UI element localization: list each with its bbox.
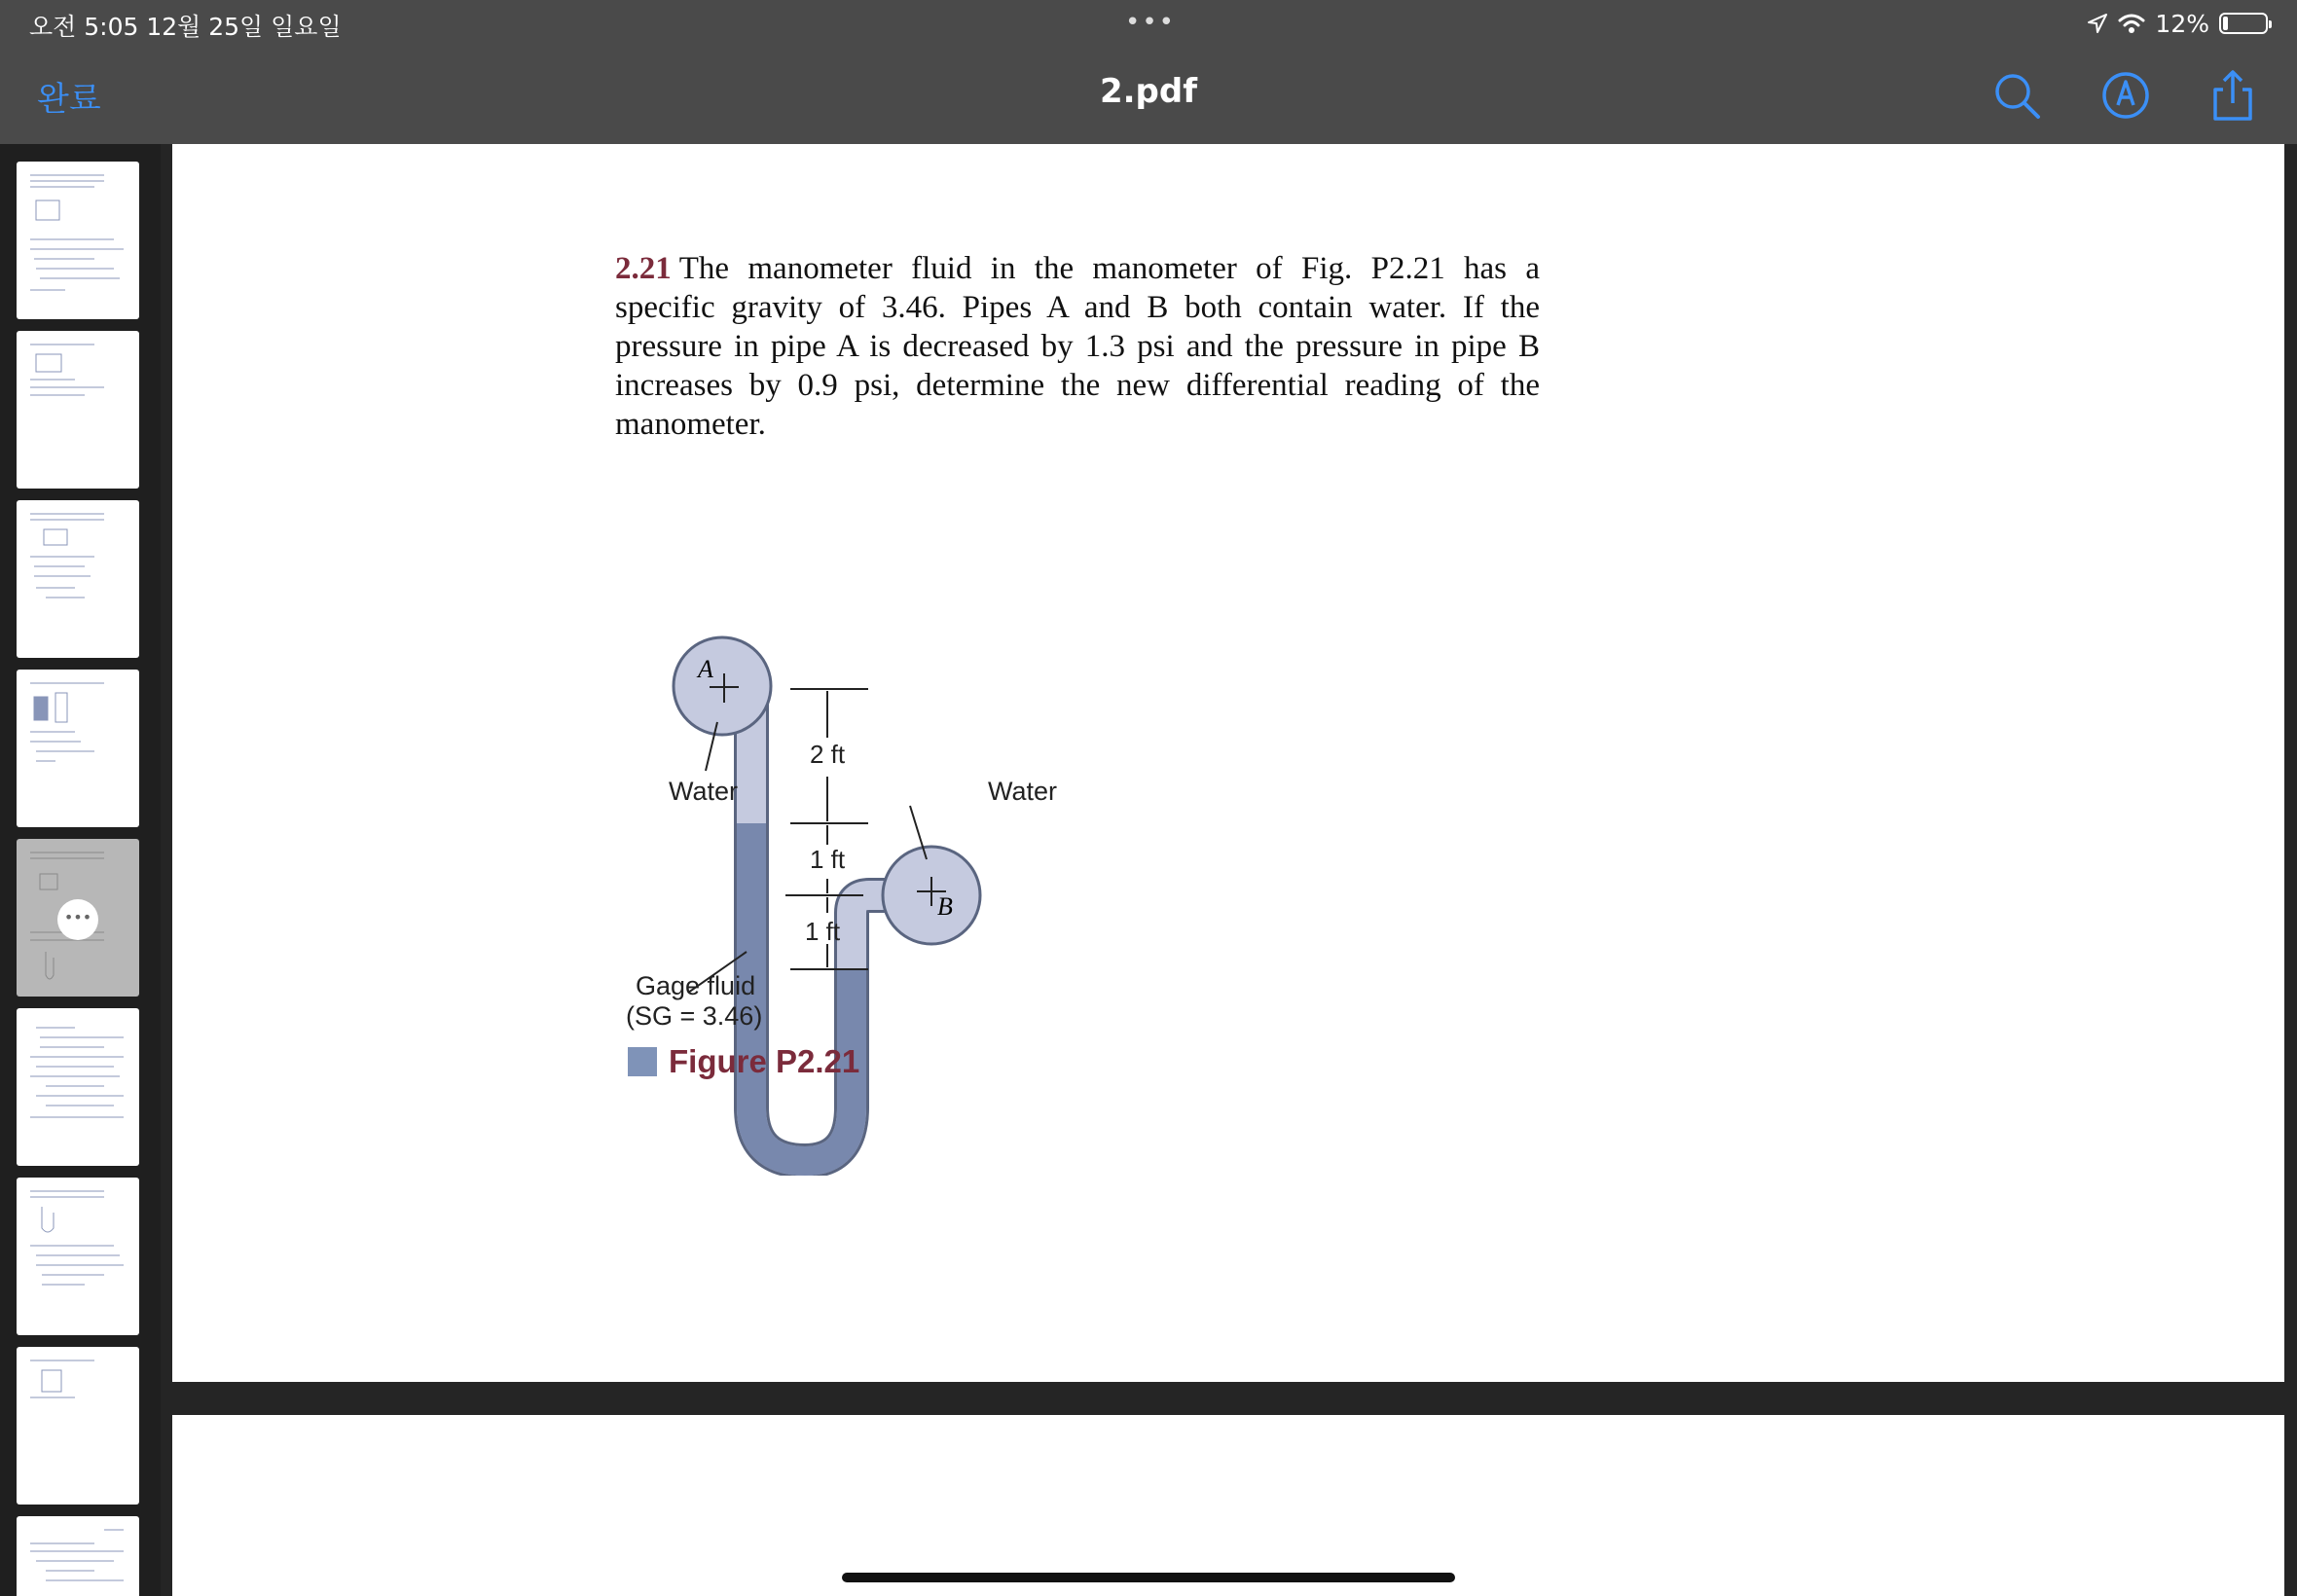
- status-time-date: 오전 5:05 12월 25일 일요일: [29, 13, 342, 41]
- location-icon: [2087, 13, 2108, 34]
- page-thumbnail[interactable]: [17, 1178, 139, 1335]
- gage-fluid-label: Gage fluid: [636, 971, 756, 1000]
- dim-label-2ft: 2 ft: [810, 740, 846, 769]
- thumbnail-preview: [17, 1516, 139, 1596]
- pdf-page: [172, 1415, 2284, 1596]
- share-icon[interactable]: [2206, 68, 2260, 123]
- dim-label-1ft-upper: 1 ft: [810, 845, 846, 874]
- thumbnail-preview: [17, 670, 139, 827]
- page-thumbnail[interactable]: [17, 500, 139, 658]
- page-thumbnail[interactable]: [17, 1516, 139, 1596]
- wifi-icon: [2118, 13, 2145, 34]
- thumbnail-preview: [17, 1008, 139, 1166]
- markup-icon[interactable]: [2098, 68, 2153, 123]
- document-title: 2.pdf: [1099, 72, 1198, 111]
- pdf-page: [172, 144, 2284, 1382]
- problem-statement: [615, 249, 1540, 444]
- caption-marker: [628, 1047, 657, 1076]
- document-viewer[interactable]: [161, 144, 2297, 1596]
- thumbnail-preview: [17, 162, 139, 319]
- battery-icon: [2219, 13, 2268, 34]
- page-thumbnail[interactable]: [17, 162, 139, 319]
- pipe-b-label: B: [937, 892, 953, 921]
- home-indicator[interactable]: [842, 1573, 1455, 1582]
- figure-caption: [628, 1043, 859, 1080]
- navigation-bar: [0, 47, 2297, 145]
- problem-text: The manometer fluid in the manometer of Fig. P2.21 has a specific gravity of 3.46. Pipes A and B both contain water. If the pressure in pipe A is decreased by 1.3 psi and the pressure in pipe B increases by 0.9 psi, determine the new differential reading of the manometer.: [615, 251, 1540, 442]
- pipe-a-label: A: [698, 655, 713, 683]
- multitasking-dots[interactable]: •••: [1125, 8, 1177, 37]
- thumbnail-preview: [17, 331, 139, 489]
- battery-percent: 12%: [2155, 9, 2209, 38]
- problem-number: 2.21: [615, 251, 672, 286]
- thumbnail-preview: [17, 1178, 139, 1335]
- done-button[interactable]: 완료: [37, 80, 101, 119]
- thumbnail-more-button[interactable]: •••: [57, 899, 98, 940]
- thumbnail-preview: [17, 1347, 139, 1505]
- page-thumbnail[interactable]: [17, 1008, 139, 1166]
- water-label-right: Water: [988, 777, 1058, 806]
- dim-label-1ft-lower: 1 ft: [805, 917, 841, 946]
- thumbnail-preview: [17, 500, 139, 658]
- status-indicators: [2087, 6, 2268, 41]
- page-thumbnail[interactable]: [17, 1347, 139, 1505]
- page-thumbnail-selected[interactable]: [17, 839, 139, 997]
- page-thumbnail[interactable]: [17, 331, 139, 489]
- page-thumbnail[interactable]: [17, 670, 139, 827]
- search-icon[interactable]: [1989, 68, 2044, 123]
- caption-text: Figure P2.21: [669, 1043, 860, 1079]
- status-bar: [0, 0, 2297, 47]
- battery-level: [2223, 17, 2228, 30]
- page-thumbnail-sidebar[interactable]: [0, 144, 161, 1596]
- water-label-left: Water: [669, 777, 739, 806]
- gage-sg-label: (SG = 3.46): [626, 1001, 763, 1031]
- manometer-figure: [601, 631, 1146, 1176]
